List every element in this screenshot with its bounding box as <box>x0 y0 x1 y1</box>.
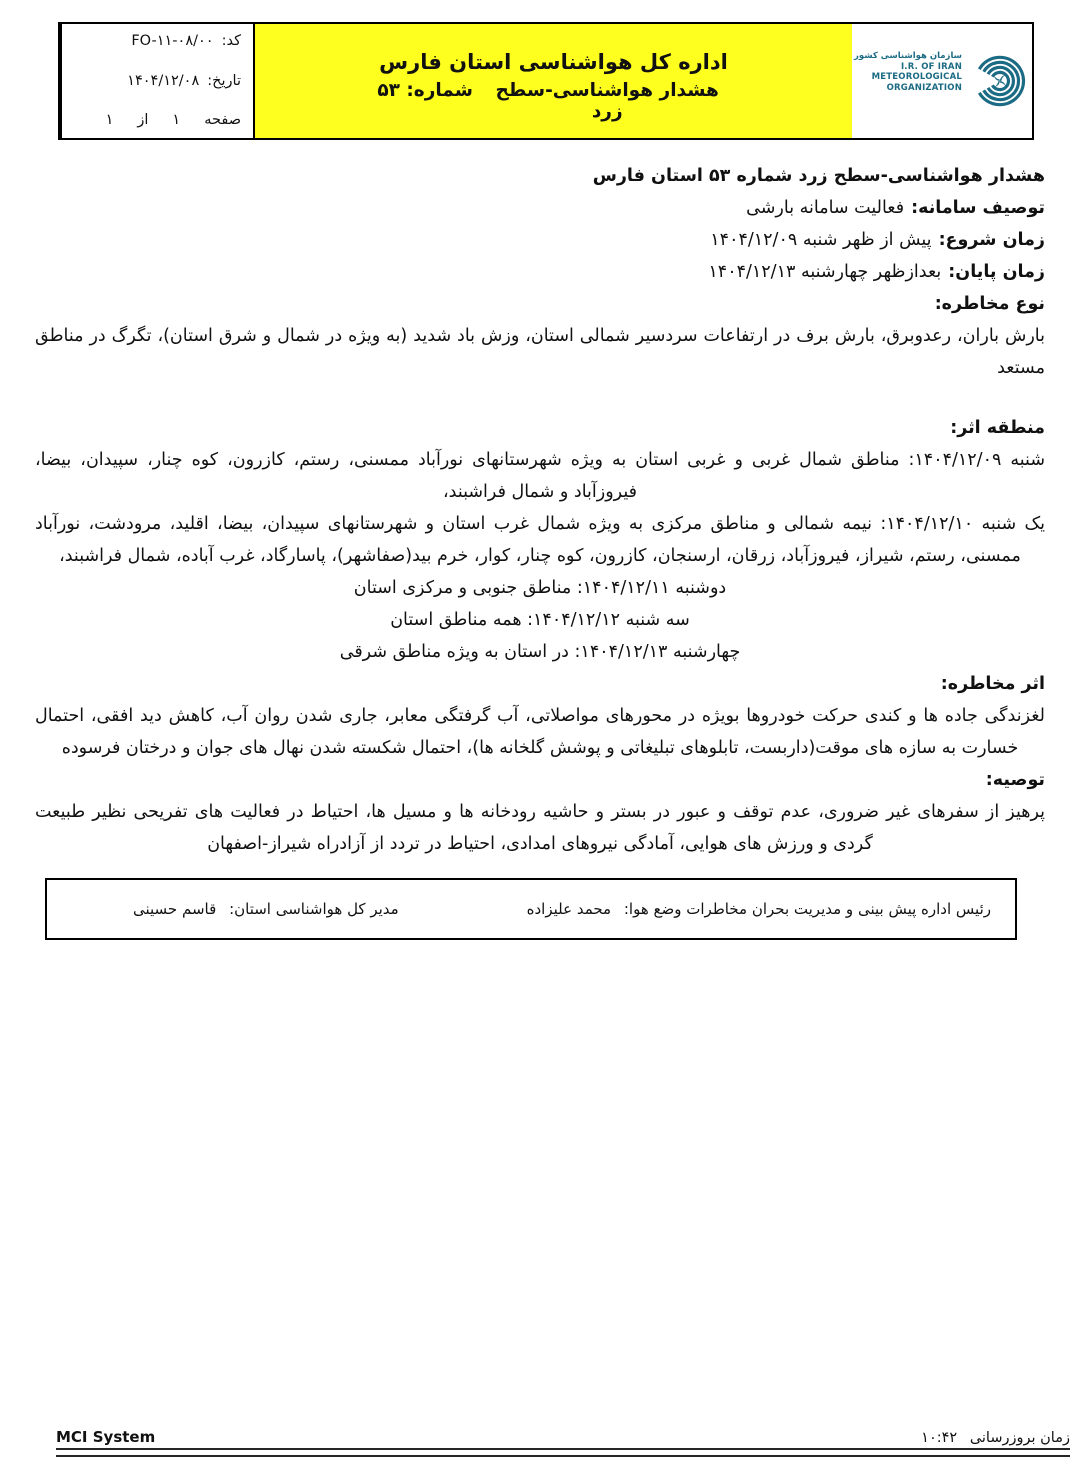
forecast-chief-signature <box>527 893 991 925</box>
code-label: کد: <box>221 33 241 49</box>
system-name: MCI System <box>56 1428 156 1446</box>
hazard-type-heading: نوع مخاطره: <box>934 294 1045 314</box>
end-time-line <box>35 256 1045 288</box>
end-label: زمان پایان: <box>948 262 1045 282</box>
end-value: بعدازظهر چهارشنبه ۱۴۰۴/۱۲/۱۳ <box>708 262 942 282</box>
logo-persian-name: سازمان هواشناسی کشور <box>854 50 963 61</box>
region-heading: منطقه اثر: <box>950 418 1045 438</box>
header-logo-cell <box>852 24 1032 138</box>
page-footer <box>56 1428 1070 1457</box>
effect-text: لغزندگی جاده ها و کندی حرکت خودروها بویژه در محورهای مواصلاتی، آب گرفتگی معابر، جاری شدن روان آب، کاهش دید افقی، احتمال خسارت به سازه های موقت(داربست، تابلوهای تبلیغاتی و پوشش گلخانه ها)، احتمال شکسته شدن نهال های جوان و درختان فرسوده <box>35 706 1045 758</box>
number-label: شماره: <box>406 80 473 101</box>
signature-box <box>45 878 1017 940</box>
document-body <box>35 160 1045 940</box>
warning-number <box>356 80 493 122</box>
footer-row <box>56 1428 1070 1446</box>
logo-english-line2: METEOROLOGICAL <box>871 72 963 83</box>
region-paragraph: شنبه ۱۴۰۴/۱۲/۰۹: مناطق شمال غربی و غربی استان به ویژه شهرستانهای نورآباد ممسنی، رستم، کازرون، کوه چنار، سپیدان، بیضا، فیروزآباد و شمال فراشبند، <box>35 450 1045 502</box>
system-label: توصیف سامانه: <box>911 198 1045 218</box>
logo-english-line3: ORGANIZATION <box>886 82 963 93</box>
number-value: ۵۳ <box>377 80 400 101</box>
forecast-chief-name: محمد علیزاده <box>526 900 612 918</box>
director-general-signature <box>133 893 399 925</box>
effect-heading: اثر مخاطره: <box>940 674 1045 694</box>
spacer <box>255 80 356 122</box>
director-general-label: مدیر کل هواشناسی استان: <box>229 900 399 918</box>
system-description-line <box>35 192 1045 224</box>
warning-subtitle: هشدار هواشناسی-سطح زرد <box>495 80 719 122</box>
update-time-line <box>921 1430 1070 1446</box>
page-total: ۱ <box>105 112 114 128</box>
meteorological-spiral-logo-icon <box>964 31 1030 131</box>
region-paragraph: سه شنبه ۱۴۰۴/۱۲/۱۲: همه مناطق استان <box>390 610 690 630</box>
start-time-line <box>35 224 1045 256</box>
page-current: ۱ <box>172 112 181 128</box>
date-value: ۱۴۰۴/۱۲/۰۸ <box>127 72 200 89</box>
date-row <box>74 73 241 89</box>
logo-english-line1: I.R. OF IRAN <box>900 61 963 72</box>
update-label: زمان بروزرسانی <box>969 1430 1070 1446</box>
page-label: صفحه <box>204 112 241 128</box>
page-row <box>74 112 241 128</box>
date-label: تاریخ: <box>207 72 241 89</box>
director-general-name: قاسم حسینی <box>133 900 217 918</box>
start-label: زمان شروع: <box>938 230 1045 250</box>
region-paragraph: دوشنبه ۱۴۰۴/۱۲/۱۱: مناطق جنوبی و مرکزی استان <box>353 578 727 598</box>
start-value: پیش از ظهر شنبه ۱۴۰۴/۱۲/۰۹ <box>710 230 932 250</box>
header-title-cell <box>253 24 852 138</box>
advice-text: پرهیز از سفرهای غیر ضروری، عدم توقف و عبور در بستر و حاشیه رودخانه ها و مسیل ها، احتیاط در فعالیت های تفریحی نظیر طبیعت گردی و ورزش های هوایی، آمادگی نیروهای امدادی، احتیاط در تردد از آزادراه شیراز-اصفهان <box>35 802 1045 854</box>
page-of-label: از <box>137 112 149 128</box>
header-table <box>58 22 1034 140</box>
hazard-type-text: بارش باران، رعدوبرق، بارش برف در ارتفاعات سردسیر شمالی استان، وزش باد شدید (به ویژه در شمال و شرق استان)، تگرگ در مناطق مستعد <box>35 326 1045 378</box>
warning-title-line: هشدار هواشناسی-سطح زرد شماره ۵۳ استان فارس <box>592 166 1045 186</box>
logo-text-block <box>854 51 962 94</box>
header-subtitle-row <box>255 80 852 122</box>
org-title: اداره کل هواشناسی استان فارس <box>379 50 728 74</box>
region-paragraph: چهارشنبه ۱۴۰۴/۱۲/۱۳: در استان به ویژه مناطق شرقی <box>339 642 741 662</box>
forecast-chief-label: رئیس اداره پیش بینی و مدیریت بحران مخاطرات وضع هوا: <box>623 900 991 918</box>
code-row <box>74 33 241 49</box>
code-value: FO-۱۱-۰۸/۰۰ <box>131 33 214 49</box>
region-paragraph: یک شنبه ۱۴۰۴/۱۲/۱۰: نیمه شمالی و مناطق مرکزی به ویژه شمال غرب استان و شهرستانهای سپیدان، بیضا، اقلید، مرودشت، نورآباد ممسنی، رستم، شیراز، فیروزآباد، زرقان، ارسنجان، کازرون، کوه چنار، کوار، خرم بید(صفاشهر)، پاسارگاد، غرب آباده، شمال فراشبند، <box>35 514 1045 566</box>
header-meta-cell <box>60 24 253 138</box>
footer-divider <box>56 1448 1070 1457</box>
system-value: فعالیت سامانه بارشی <box>746 198 905 218</box>
update-time: ۱۰:۴۲ <box>921 1430 958 1446</box>
advice-heading: توصیه: <box>985 770 1045 790</box>
